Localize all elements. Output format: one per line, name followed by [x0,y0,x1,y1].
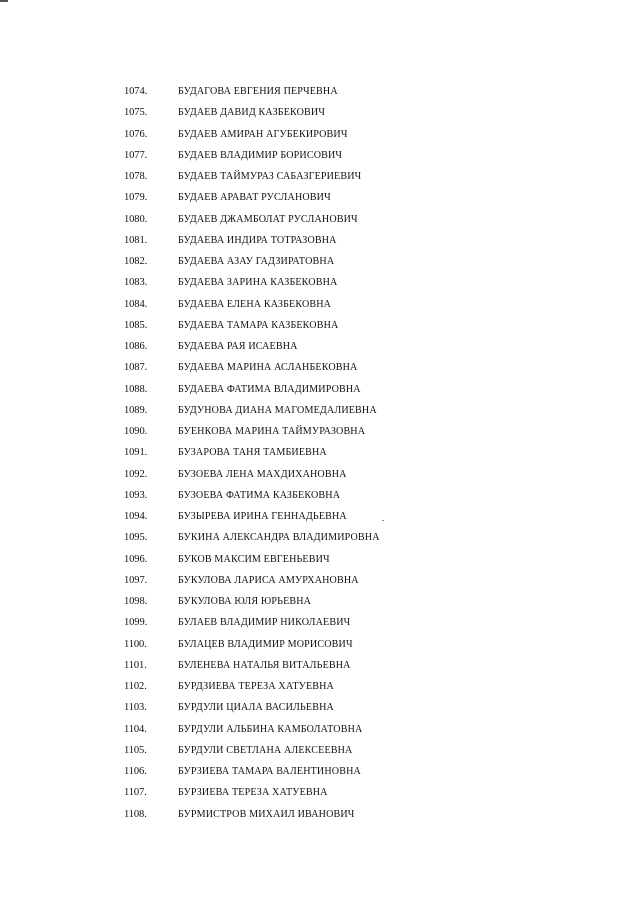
list-item [0,549,639,570]
name-list [0,81,639,825]
row-name: БУКИНА АЛЕКСАНДРА ВЛАДИМИРОВНА [178,532,380,544]
row-number: 1089. [124,404,148,416]
row-number: 1074. [124,86,148,97]
row-name: БУДАЕВ ДАВИД КАЗБЕКОВИЧ [178,107,326,119]
row-number: 1087. [124,362,148,374]
list-item [0,315,639,336]
row-number: 1086. [124,341,148,352]
list-item [0,485,639,506]
row-name: БУДАЕВА АЗАУ ГАДЗИРАТОВНА [178,256,335,267]
list-item [0,400,639,421]
list-item [0,761,639,782]
list-item [0,740,639,761]
row-name: БУДАЕВА ЗАРИНА КАЗБЕКОВНА [178,277,338,289]
row-number: 1079. [124,192,148,204]
list-item [0,782,639,803]
row-number: 1108. [124,808,147,820]
row-number: 1077. [124,149,148,161]
row-name: БУРДУЛИ СВЕТЛАНА АЛЕКСЕЕВНА [178,744,353,756]
list-item [0,81,639,102]
row-name: БУЗОЕВА ФАТИМА КАЗБЕКОВНА [178,489,341,501]
row-number: 1090. [124,426,148,437]
list-item [0,464,639,485]
row-name: БУЛАЕВ ВЛАДИМИР НИКОЛАЕВИЧ [178,617,351,629]
row-name: БУЗЫРЕВА ИРИНА ГЕННАДЬЕВНА [178,511,347,522]
list-item [0,272,639,293]
row-name: БУДАГОВА ЕВГЕНИЯ ПЕРЧЕВНА [178,86,338,97]
row-number: 1099. [124,617,148,629]
list-item [0,251,639,272]
row-name: БУДАЕВ АМИРАН АГУБЕКИРОВИЧ [178,128,348,140]
list-item [0,527,639,548]
row-name: БУДАЕВ ВЛАДИМИР БОРИСОВИЧ [178,149,343,161]
list-item [0,442,639,463]
row-name: БУДАЕВА ФАТИМА ВЛАДИМИРОВНА [178,383,361,395]
list-item [0,719,639,740]
list-item [0,357,639,378]
row-name: БУРЗИЕВА ТАМАРА ВАЛЕНТИНОВНА [178,766,361,777]
row-name: БУРДЗИЕВА ТЕРЕЗА ХАТУЕВНА [178,681,334,692]
list-item [0,102,639,123]
list-item [0,294,639,315]
row-number: 1107. [124,787,147,799]
list-item [0,570,639,591]
row-number: 1101. [124,659,147,671]
list-item [0,230,639,251]
row-number: 1088. [124,383,148,395]
list-item [0,124,639,145]
list-item [0,336,639,357]
row-name: БУДАЕВ ДЖАМБОЛАТ РУСЛАНОВИЧ [178,213,358,225]
list-item [0,634,639,655]
list-item [0,209,639,230]
list-item [0,506,639,527]
list-item [0,166,639,187]
row-name: БУРЗИЕВА ТЕРЕЗА ХАТУЕВНА [178,787,328,799]
row-name: БУДАЕВА ТАМАРА КАЗБЕКОВНА [178,319,339,331]
row-name: БУЕНКОВА МАРИНА ТАЙМУРАЗОВНА [178,426,366,437]
row-number: 1084. [124,298,148,310]
list-item [0,187,639,208]
row-number: 1080. [124,213,148,225]
row-name: БУЗАРОВА ТАНЯ ТАМБИЕВНА [178,447,327,459]
row-number: 1096. [124,553,148,565]
row-number: 1098. [124,596,148,607]
row-number: 1091. [124,447,148,459]
row-number: 1100. [124,638,147,650]
row-name: БУДУНОВА ДИАНА МАГОМЕДАЛИЕВНА [178,404,377,416]
row-name: БУРМИСТРОВ МИХАИЛ ИВАНОВИЧ [178,808,355,820]
row-number: 1092. [124,468,148,480]
row-number: 1076. [124,128,148,140]
row-name: БУРДУЛИ АЛЬБИНА КАМБОЛАТОВНА [178,723,363,735]
row-name: БУДАЕВА МАРИНА АСЛАНБЕКОВНА [178,362,358,374]
row-name: БУРДУЛИ ЦИАЛА ВАСИЛЬЕВНА [178,702,334,714]
row-number: 1081. [124,234,148,246]
scan-corner-mark [0,0,8,2]
list-item [0,421,639,442]
list-item [0,612,639,633]
row-name: БУДАЕВА ИНДИРА ТОТРАЗОВНА [178,234,337,246]
row-number: 1075. [124,107,148,119]
row-number: 1093. [124,489,148,501]
row-number: 1097. [124,574,148,586]
row-number: 1102. [124,681,147,692]
list-item [0,591,639,612]
row-name: БУДАЕВ ТАЙМУРАЗ САБАЗГЕРИЕВИЧ [178,171,362,182]
list-item [0,145,639,166]
list-item [0,379,639,400]
row-name: БУДАЕВА РАЯ ИСАЕВНА [178,341,298,352]
row-name: БУЛАЦЕВ ВЛАДИМИР МОРИСОВИЧ [178,638,353,650]
row-number: 1083. [124,277,148,289]
row-number: 1095. [124,532,148,544]
row-number: 1078. [124,171,148,182]
row-name: БУДАЕВ АРАВАТ РУСЛАНОВИЧ [178,192,331,204]
row-number: 1085. [124,319,148,331]
row-name: БУЗОЕВА ЛЕНА МАХДИХАНОВНА [178,468,347,480]
row-number: 1094. [124,511,148,522]
row-name: БУДАЕВА ЕЛЕНА КАЗБЕКОВНА [178,298,332,310]
row-number: 1103. [124,702,147,714]
row-name: БУЛЕНЕВА НАТАЛЬЯ ВИТАЛЬЕВНА [178,659,351,671]
row-number: 1105. [124,744,147,756]
list-item [0,804,639,825]
row-number: 1082. [124,256,148,267]
list-item [0,676,639,697]
list-item [0,697,639,718]
row-number: 1106. [124,766,147,777]
list-item [0,655,639,676]
row-name: БУКУЛОВА ЛАРИСА АМУРХАНОВНА [178,574,359,586]
row-name: БУКОВ МАКСИМ ЕВГЕНЬЕВИЧ [178,553,330,565]
row-name: БУКУЛОВА ЮЛЯ ЮРЬЕВНА [178,596,312,607]
row-number: 1104. [124,723,147,735]
